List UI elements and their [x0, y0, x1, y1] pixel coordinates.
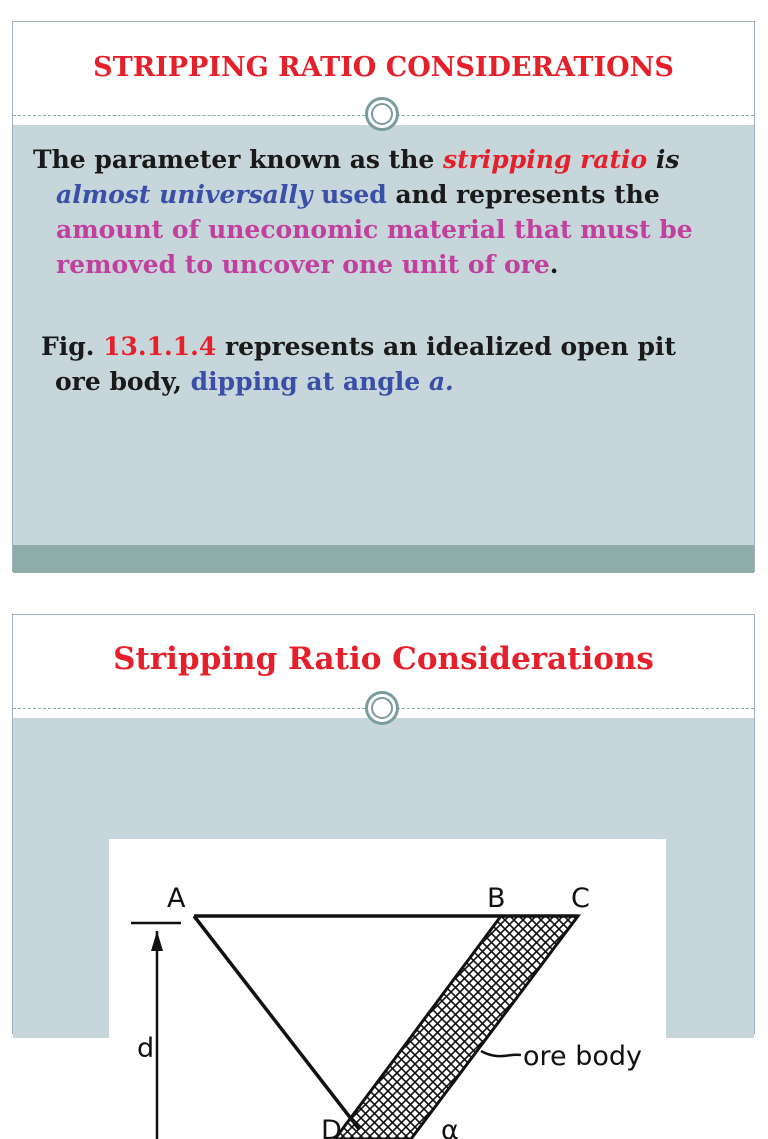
figure-reference-paragraph	[41, 329, 733, 399]
text-segment: represents an idealized open pit	[216, 332, 676, 361]
text-segment: Fig.	[41, 332, 104, 361]
text-segment: ore body,	[55, 367, 191, 396]
label-d: D	[321, 1115, 342, 1139]
slide-1-footer-bar	[13, 545, 754, 573]
almost-universally-phrase: almost universally	[56, 180, 313, 209]
period: .	[549, 250, 559, 279]
angle-symbol: a.	[428, 367, 454, 396]
definition-line-2	[33, 177, 733, 212]
text-segment: and represents the	[386, 180, 660, 209]
slide-2-body	[13, 718, 754, 1139]
text-segment: is	[647, 145, 680, 174]
open-pit-diagram	[109, 839, 666, 1139]
label-angle: α	[441, 1115, 459, 1139]
slide-2-title: Stripping Ratio Considerations	[113, 641, 654, 677]
definition-line-4	[33, 247, 733, 282]
ore-body-hatched-region	[335, 916, 578, 1139]
stripping-ratio-definition	[33, 142, 733, 282]
label-ore-body: ore body	[523, 1041, 642, 1072]
slide-2	[12, 614, 755, 1139]
slide-1-title: STRIPPING RATIO CONSIDERATIONS	[93, 52, 674, 83]
used-word: used	[312, 180, 387, 209]
pit-wall-left	[194, 916, 359, 1129]
label-c: C	[571, 883, 590, 914]
label-a: A	[167, 883, 186, 914]
open-pit-diagram-svg	[109, 839, 666, 1139]
ore-body-leader-line	[481, 1051, 521, 1056]
depth-arrow-icon	[151, 931, 163, 951]
text-segment: The parameter known as the	[33, 145, 444, 174]
stripping-ratio-term: stripping ratio	[443, 145, 648, 174]
label-b: B	[487, 883, 506, 914]
figure-number: 13.1.1.4	[103, 332, 217, 361]
uncover-ore-phrase: removed to uncover one unit of ore	[56, 250, 550, 279]
figure-reference-line-2	[41, 364, 733, 399]
definition-line-3: amount of uneconomic material that must be	[56, 215, 693, 244]
slide-2-circle-ornament-icon	[365, 691, 399, 725]
slide-1-circle-ornament-icon	[365, 97, 399, 131]
dipping-phrase: dipping at angle	[190, 367, 429, 396]
label-depth: d	[137, 1033, 155, 1064]
slide-1	[12, 21, 755, 572]
